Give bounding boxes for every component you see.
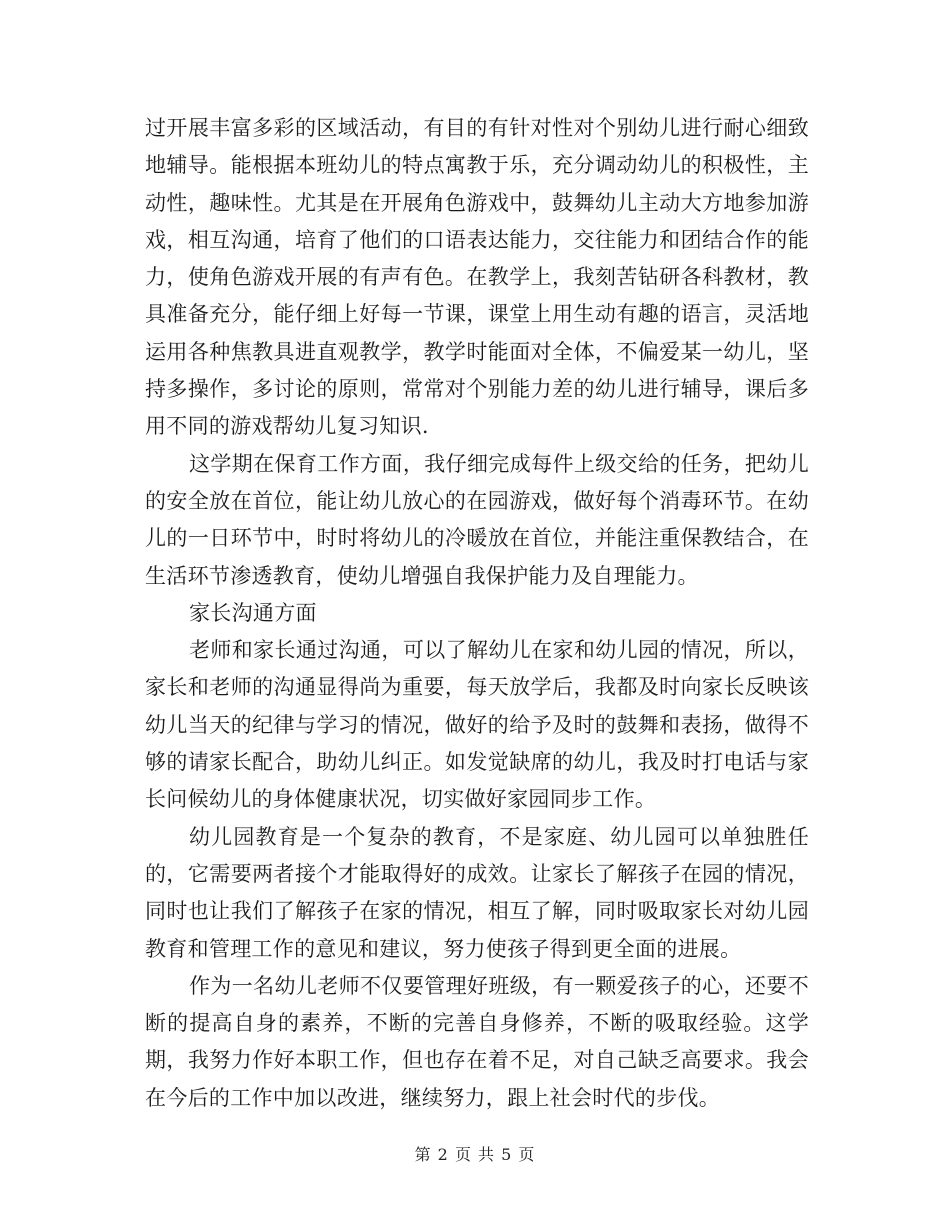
paragraph-kindergarten-education: 幼儿园教育是一个复杂的教育，不是家庭、幼儿园可以单独胜任的，它需要两者接个才能取得好的成效。让家长了解孩子在园的情况，同时也让我们了解孩子在家的情况，相互了解，同时吸取家长对幼儿园教育和管理工作的意见和建议，努力使孩子得到更全面的进展。 — [145, 824, 809, 961]
paragraph-conclusion: 作为一名幼儿老师不仅要管理好班级，有一颗爱孩子的心，还要不断的提高自身的素养，不断的完善自身修养，不断的吸取经验。这学期，我努力作好本职工作，但也存在着不足，对自己缺乏高要求。我会在今后的工作中加以改进，继续努力，跟上社会时代的步伐。 — [145, 973, 809, 1110]
document-body — [145, 110, 809, 1117]
page-footer: 第 2 页 共 5 页 — [414, 1145, 536, 1164]
section-heading-parent-communication: 家长沟通方面 — [189, 600, 317, 625]
paragraph-parent-communication: 老师和家长通过沟通，可以了解幼儿在家和幼儿园的情况，所以，家长和老师的沟通显得尚为重要，每天放学后，我都及时向家长反映该幼儿当天的纪律与学习的情况，做好的给予及时的鼓舞和表扬，做得不够的请家长配合，助幼儿纠正。如发觉缺席的幼儿，我及时打电话与家长问候幼儿的身体健康状况，切实做好家园同步工作。 — [145, 638, 809, 812]
paragraph-continued: 过开展丰富多彩的区域活动，有目的有针对性对个别幼儿进行耐心细致地辅导。能根据本班幼儿的特点寓教于乐，充分调动幼儿的积极性，主动性，趣味性。尤其是在开展角色游戏中，鼓舞幼儿主动大方地参加游戏，相互沟通，培育了他们的口语表达能力，交往能力和团结合作的能力，使角色游戏开展的有声有色。在教学上，我刻苦钻研各科教材，教具准备充分，能仔细上好每一节课，课堂上用生动有趣的语言，灵活地运用各种焦教具进直观教学，教学时能面对全体，不偏爱某一幼儿，坚持多操作，多讨论的原则，常常对个别能力差的幼儿进行辅导，课后多用不同的游戏帮幼儿复习知识. — [145, 116, 809, 439]
paragraph-childcare: 这学期在保育工作方面，我仔细完成每件上级交给的任务，把幼儿的安全放在首位，能让幼儿放心的在园游戏，做好每个消毒环节。在幼儿的一日环节中，时时将幼儿的冷暖放在首位，并能注重保教结合，在生活环节渗透教育，使幼儿增强自我保护能力及自理能力。 — [145, 451, 809, 588]
